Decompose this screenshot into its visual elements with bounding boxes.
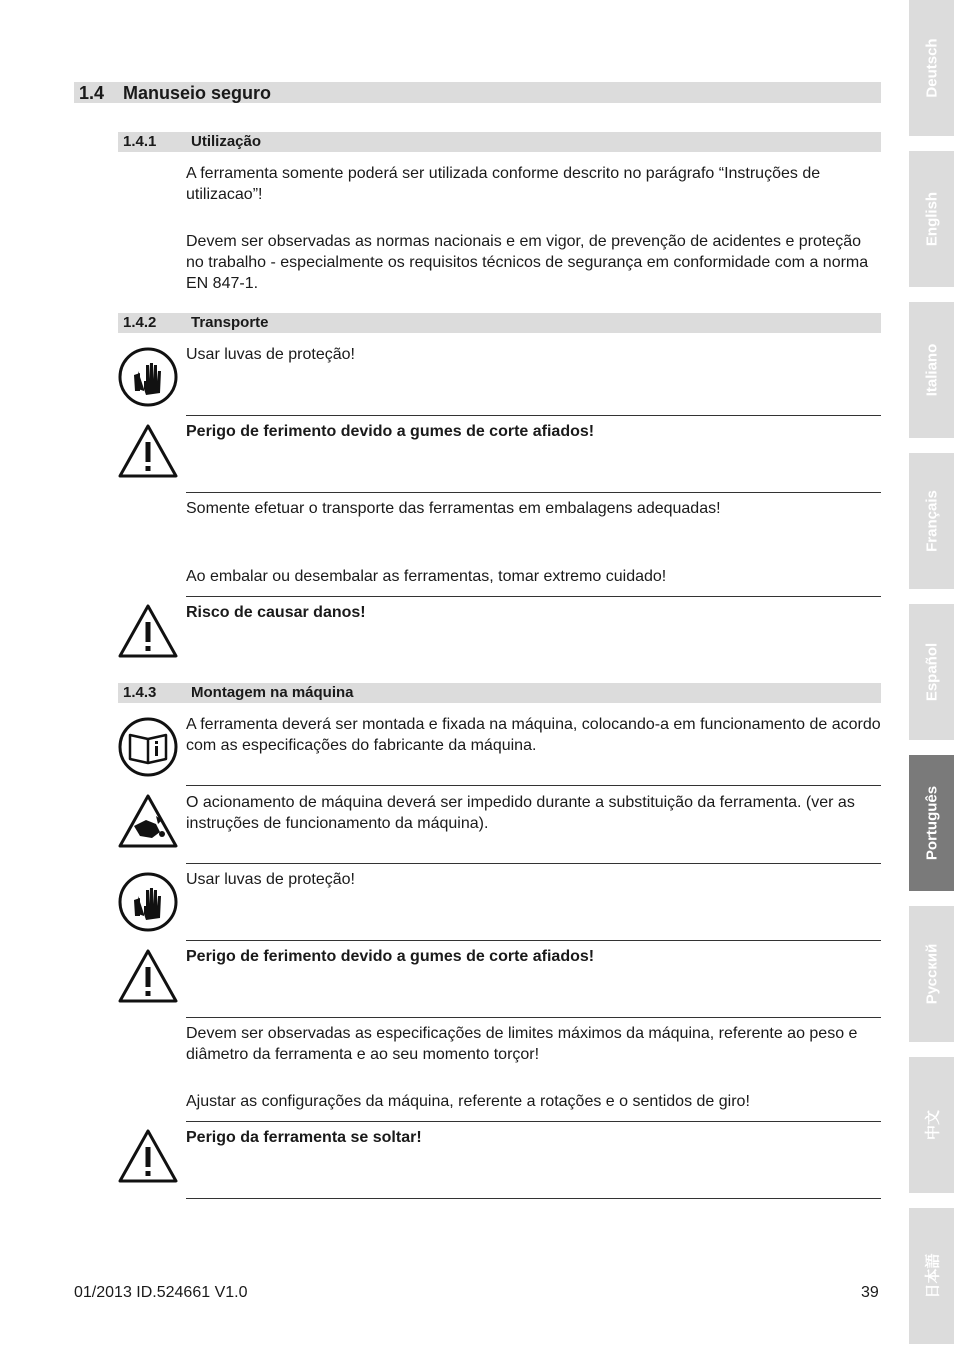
prevent-start-note: O acionamento de máquina deverá ser impedido durante a substituição da ferramenta. (ver as instruções de funcionamento da máquina). <box>186 794 855 832</box>
section-number: 1.4 <box>79 83 105 103</box>
divider <box>186 1121 881 1122</box>
language-tab-deutsch[interactable]: Deutsch <box>909 0 954 136</box>
subsection-title: Utilização <box>191 133 262 150</box>
subsection-title: Transporte <box>191 314 269 331</box>
mount-note: A ferramenta deverá ser montada e fixada na máquina, colocando-a em funcionamento de acordo com as especificações do fabricante da máquina. <box>186 716 881 754</box>
page-number: 39 <box>861 1284 879 1301</box>
divider <box>186 1198 881 1199</box>
language-tab-chinese[interactable]: 中文 <box>909 1057 954 1193</box>
divider <box>186 415 881 416</box>
language-tab-italiano[interactable]: Italiano <box>909 302 954 438</box>
divider <box>186 492 881 493</box>
divider <box>186 940 881 941</box>
subsection-number: 1.4.2 <box>123 314 157 331</box>
subsection-number: 1.4.3 <box>123 684 157 701</box>
subsection-heading-utilizacao <box>118 132 881 152</box>
danger-sharp-edges: Perigo de ferimento devido a gumes de corte afiados! <box>186 948 595 965</box>
warning-triangle-icon <box>116 945 180 1009</box>
read-manual-icon <box>116 715 180 779</box>
gloves-note: Usar luvas de proteção! <box>186 871 355 888</box>
warning-triangle-icon <box>116 420 180 484</box>
divider <box>186 863 881 864</box>
hand-crush-warning-icon <box>116 790 180 854</box>
language-tab-english[interactable]: English <box>909 151 954 287</box>
language-tab-russian[interactable]: Русский <box>909 906 954 1042</box>
language-tab-francais[interactable]: Français <box>909 453 954 589</box>
language-tab-espanol[interactable]: Español <box>909 604 954 740</box>
divider <box>186 1017 881 1018</box>
subsection-title: Montagem na máquina <box>191 684 354 701</box>
transport-note: Somente efetuar o transporte das ferramentas em embalagens adequadas! <box>186 500 721 517</box>
section-title: Manuseio seguro <box>123 83 272 103</box>
divider <box>186 785 881 786</box>
danger-sharp-edges: Perigo de ferimento devido a gumes de corte afiados! <box>186 423 595 440</box>
language-tab-portugues[interactable]: Português <box>909 755 954 891</box>
subsection-number: 1.4.1 <box>123 133 157 150</box>
warning-triangle-icon <box>116 600 180 664</box>
protective-gloves-icon <box>116 345 180 409</box>
adjust-note: Ajustar as configurações da máquina, referente a rotações e o sentidos de giro! <box>186 1093 750 1110</box>
limits-note: Devem ser observadas as especificações de limites máximos da máquina, referente ao peso e diâmetro da ferramenta e ao seu momento torçor! <box>186 1025 858 1063</box>
subsection-heading-montagem <box>118 683 881 703</box>
divider <box>186 596 881 597</box>
protective-gloves-icon <box>116 870 180 934</box>
section-heading <box>74 82 881 103</box>
packing-note: Ao embalar ou desembalar as ferramentas, tomar extremo cuidado! <box>186 568 667 585</box>
warning-triangle-icon <box>116 1125 180 1189</box>
paragraph-usage: A ferramenta somente poderá ser utilizada conforme descrito no parágrafo “Instruções de utilizacao”! <box>186 165 821 203</box>
language-tab-japanese[interactable]: 日本語 <box>909 1208 954 1344</box>
gloves-note: Usar luvas de proteção! <box>186 346 355 363</box>
subsection-heading-transporte <box>118 313 881 333</box>
paragraph-norms: Devem ser observadas as normas nacionais e em vigor, de prevenção de acidentes e proteção no trabalho - especialmente os requisitos técnicos de segurança em conformidade com a norma EN 847-1. <box>186 233 869 292</box>
document-id: 01/2013 ID.524661 V1.0 <box>74 1284 248 1301</box>
danger-tool-loosening: Perigo da ferramenta se soltar! <box>186 1129 422 1146</box>
risk-damage: Risco de causar danos! <box>186 604 366 621</box>
